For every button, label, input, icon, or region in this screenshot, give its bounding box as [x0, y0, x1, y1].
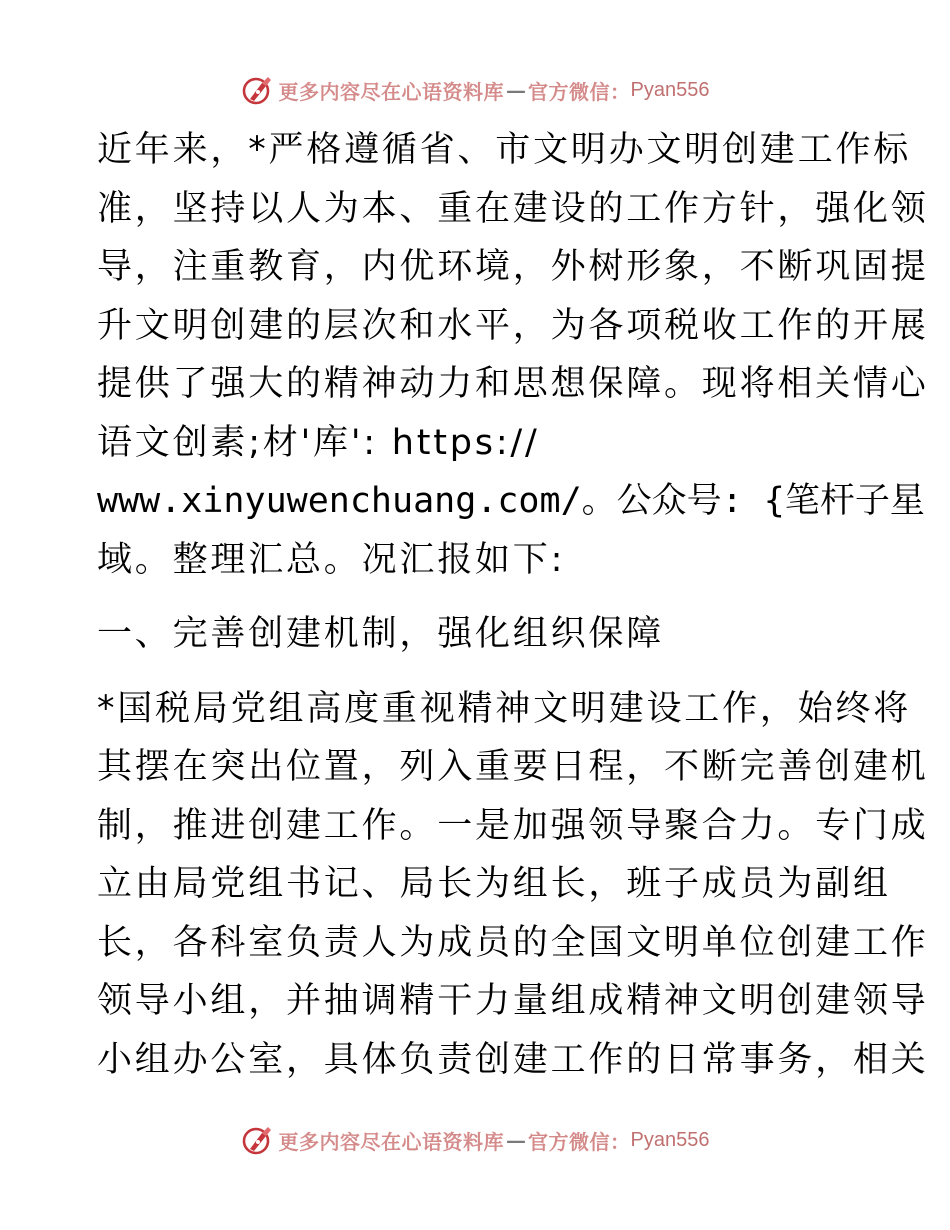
banner-separator: —: [506, 1128, 527, 1152]
document-body: [97, 121, 929, 1089]
text-line: 小组办公室，具体负责创建工作的日常事务，相关: [97, 1039, 929, 1080]
text-line-url: www.xinyuwenchuang.com/。公众号: {笔杆子星: [97, 481, 925, 521]
banner-wechat-label: 官方微信：: [528, 79, 631, 104]
text-line: 立由局党组书记、局长为组长，班子成员为副组: [97, 864, 891, 904]
text-line: 长，各科室负责人为成员的全国文明单位创建工作: [97, 922, 929, 963]
header-watermark-banner: [0, 72, 950, 108]
pen-logo-icon: [241, 1123, 275, 1157]
section-heading: 一、完善创建机制，强化组织保障: [97, 614, 665, 654]
text-line: 其摆在突出位置，列入重要日程，不断完善创建机: [97, 747, 929, 787]
text-line: 准，坚持以人为本、重在建设的工作方针，强化领: [97, 188, 929, 229]
paragraph-intro: [97, 121, 929, 589]
text-line: 导，注重教育，内优环境，外树形象，不断巩固提: [97, 247, 929, 287]
text-line: 制，推进创建工作。一是加强领导聚合力。专门成: [97, 805, 929, 846]
text-line: 提供了强大的精神动力和思想保障。现将相关情心: [97, 364, 929, 404]
banner-wechat-id: Pyan556: [630, 78, 710, 101]
banner-separator: —: [506, 78, 527, 102]
text-line: 近年来，*严格遵循省、市文明办文明创建工作标: [97, 130, 912, 170]
banner-text: 更多内容尽在心语资料库: [278, 1129, 505, 1154]
banner-wechat-label: 官方微信：: [528, 1129, 631, 1154]
footer-watermark-banner: [0, 1122, 950, 1158]
paragraph-section-1: [97, 680, 929, 1090]
banner-text: 更多内容尽在心语资料库: [278, 79, 505, 104]
text-line: 升文明创建的层次和水平，为各项税收工作的开展: [97, 305, 929, 346]
banner-wechat-id: Pyan556: [630, 1128, 710, 1151]
text-line: 语文创素;材'库': https://: [97, 422, 540, 463]
text-line: 域。整理汇总。况汇报如下:: [97, 539, 566, 580]
text-line: 领导小组，并抽调精干力量组成精神文明创建领导: [97, 981, 929, 1021]
pen-logo-icon: [241, 73, 275, 107]
text-line: *国税局党组高度重视精神文明建设工作，始终将: [97, 688, 912, 729]
